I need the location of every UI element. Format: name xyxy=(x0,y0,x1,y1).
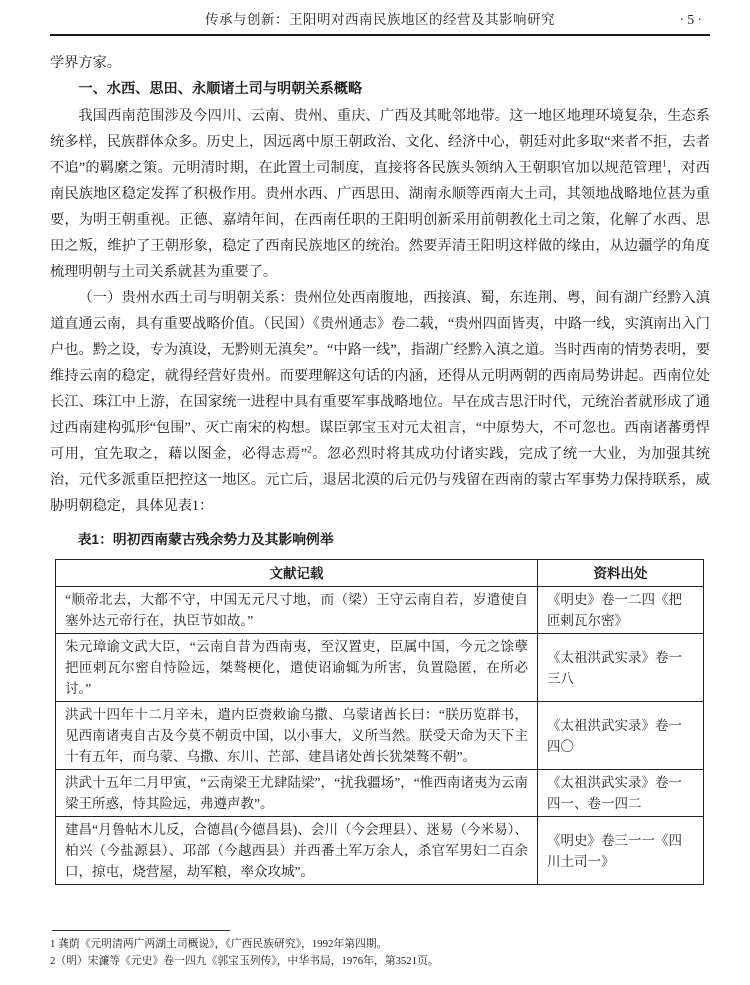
table-row xyxy=(56,587,704,634)
footnote-ref-2: 2 xyxy=(307,444,312,455)
footnote-1: 1 龚荫《元明清两广两湖土司概说》，《广西民族研究》，1992年第四期。 xyxy=(50,938,388,950)
source-cell: 《太祖洪武实录》卷一四一、卷一四二 xyxy=(538,770,704,817)
table-row xyxy=(56,702,704,770)
footnote-separator xyxy=(52,930,230,931)
sources-table xyxy=(55,559,704,885)
paragraph-1-text-cont: ，对西南民族地区稳定发挥了积极作用。贵州水西、广西思田、湖南永顺等西南大土司，其领地战略地位甚为重要，为明王朝重视。正德、嘉靖年间，在西南任职的王阳明创新采用前朝教化土司之策，化解了水西、思田之叛，维护了王朝形象，稳定了西南民族地区的统治。然要弄清王阳明这样做的缘由，从边疆学的角度梳理明朝与土司关系就甚为重要了。 xyxy=(50,160,710,280)
running-title: 传承与创新：王阳明对西南民族地区的经营及其影响研究 xyxy=(205,12,555,27)
section-heading: 一、水西、思田、永顺诸土司与明朝关系概略 xyxy=(78,81,363,97)
running-header xyxy=(50,8,710,32)
page-number: · 5 · xyxy=(679,12,702,27)
body-text xyxy=(50,50,710,885)
record-cell: “顺帝北去，大都不守，中国无元尺寸地，而（梁）王守云南自若，岁遣使自塞外达元帝行在，执臣节如故。” xyxy=(56,587,538,634)
paragraph-1-text: 我国西南范围涉及今四川、云南、贵州、重庆、广西及其毗邻地带。这一地区地理环境复杂，生态系统多样，民族群体众多。历史上，因远离中原王朝政治、文化、经济中心，朝廷对此多取“来者不拒，去者不追”的羁縻之策。元明清时期，在此置土司制度，直接将各民族头领纳入王朝职官加以规范管理 xyxy=(50,108,710,176)
footnotes xyxy=(50,930,710,970)
paragraph-1 xyxy=(50,103,710,285)
table-header xyxy=(56,560,704,587)
source-cell: 《明史》卷一二四《把匝剌瓦尔密》 xyxy=(538,587,704,634)
table-row xyxy=(56,634,704,702)
source-cell: 《太祖洪武实录》卷一三八 xyxy=(538,634,704,702)
table-row xyxy=(56,770,704,817)
table-header-record: 文献记载 xyxy=(56,560,538,587)
table-row xyxy=(56,817,704,885)
table-caption: 表1：明初西南蒙古残余势力及其影响例举 xyxy=(77,532,334,547)
paragraph-2-text: （一）贵州水西土司与明朝关系：贵州位处西南腹地，西接滇、蜀，东连荆、粤，间有湖广经黔入滇道直通云南，具有重要战略价值。（民国）《贵州通志》卷二载，“贵州四面皆夷，中路一线，实滇南出入门户也。黔之设，专为滇设，无黔则无滇矣”。“中路一线”，指湖广经黔入滇之道。当时西南的情势表明，要维持云南的稳定，就得经营好贵州。而要理解这句话的内涵，还得从元明两朝的西南局势讲起。西南位处长江、珠江中上游，在国家统一进程中具有重要军事战略地位。早在成吉思汗时代，元统治者就形成了通过西南建构弧形“包围”、灭亡南宋的构想。谋臣郭宝玉对元太祖言，“中原势大，不可忽也。西南诸蕃勇悍可用，宜先取之，藉以图金，必得志焉” xyxy=(50,290,710,462)
table-body xyxy=(56,587,704,885)
record-cell: 朱元璋谕文武大臣，“云南自昔为西南夷，至汉置吏，臣属中国，今元之馀孽把匝剌瓦尔密自恃险远，桀骜梗化，遣使诏谕辄为所害，负置隐匿，在所必讨。” xyxy=(56,634,538,702)
source-cell: 《明史》卷三一一《四川土司一》 xyxy=(538,817,704,885)
paragraph-2-text-cont: 。忽必烈时将其成功付诸实践，完成了统一大业，为加强其统治，元代多派重臣把控这一地区。元亡后，退居北漠的后元仍与残留在西南的蒙古军事势力保持联系，威胁明朝稳定，具体见表1： xyxy=(50,446,710,514)
header-rule xyxy=(50,34,710,36)
carryover-paragraph: 学界方家。 xyxy=(50,55,121,71)
footnote-ref-1: 1 xyxy=(662,158,667,169)
table-header-source: 资料出处 xyxy=(538,560,704,587)
source-cell: 《太祖洪武实录》卷一四〇 xyxy=(538,702,704,770)
record-cell: 建昌“月鲁帖木儿反，合德昌(今德昌县)、会川（今会理县）、迷易（今米易）、柏兴（今盐源县）、邛部（今越西县）并西番土军万余人，杀官军男妇二百余口，掠屯，烧营屋，劫军粮，率众攻城”。 xyxy=(56,817,538,885)
footnote-2: 2（明）宋濂等《元史》卷一四九《郭宝玉列传》，中华书局，1976年，第3521页。 xyxy=(50,955,439,967)
record-cell: 洪武十五年二月甲寅，“云南梁王尤肆陆梁”，“扰我疆场”，“惟西南诸夷为云南梁王所惑，恃其险远，弗遵声教”。 xyxy=(56,770,538,817)
record-cell: 洪武十四年十二月辛未，遣内臣赍敕谕乌撒、乌蒙诸酋长曰：“朕历览群书，见西南诸夷自古及今莫不朝贡中国，以小事大，义所当然。朕受天命为天下主十有五年，而乌蒙、乌撒、东川、芒部、建昌诸处酋长犹桀骜不朝”。 xyxy=(56,702,538,770)
paragraph-2 xyxy=(50,285,710,519)
